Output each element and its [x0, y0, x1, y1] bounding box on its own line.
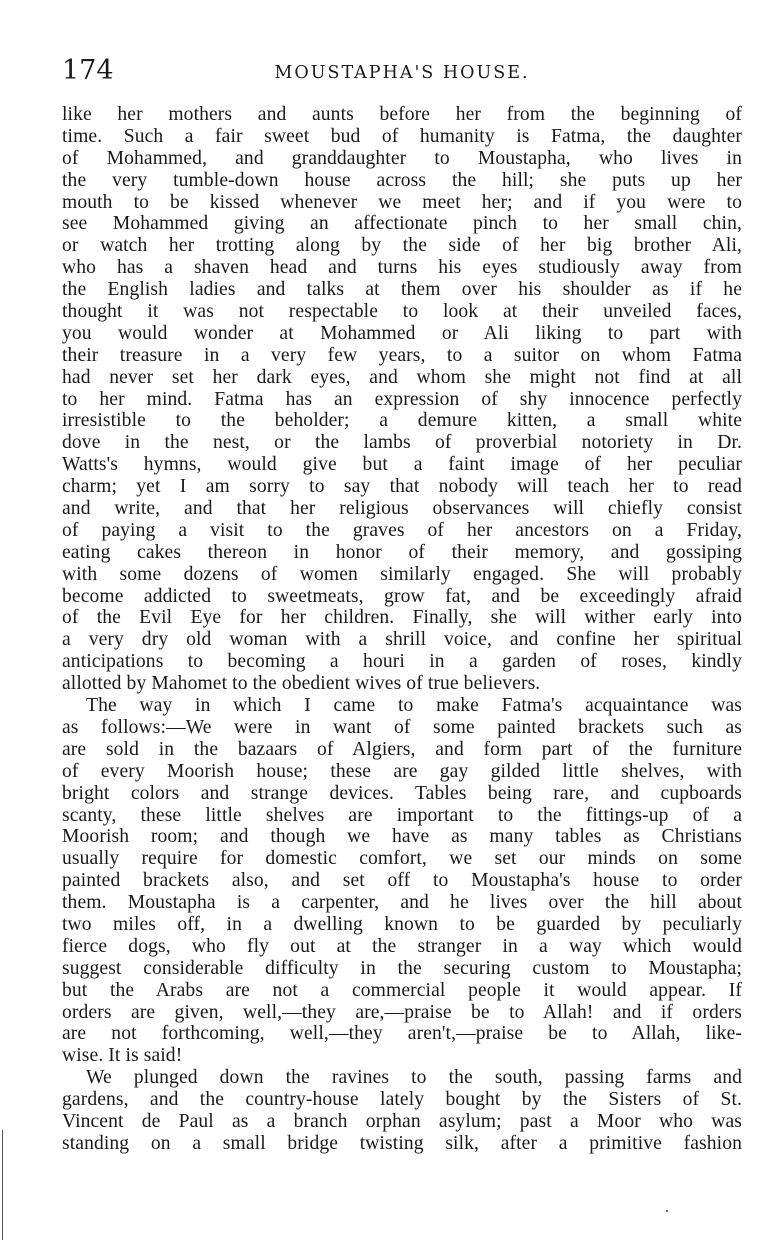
- text-line: Vincent de Paul as a branch orphan asylum; past a Moor who was: [62, 1110, 742, 1132]
- text-line: to her mind. Fatma has an expression of shy innocence perfectly: [62, 388, 742, 410]
- text-line: wise. It is said!: [62, 1045, 183, 1067]
- text-line: orders are given, well,—they are,—praise be to Allah! and if orders: [62, 1001, 742, 1023]
- text-line: time. Such a fair sweet bud of humanity is Fatma, the daughter: [62, 125, 742, 147]
- text-line: The way in which I came to make Fatma's acquaintance was: [86, 695, 742, 717]
- text-line: as follows:—We were in want of some painted brackets such as: [62, 716, 742, 738]
- text-line: see Mohammed giving an affectionate pinch to her small chin,: [62, 213, 742, 235]
- text-line: are sold in the bazaars of Algiers, and form part of the furniture: [62, 738, 742, 760]
- text-line: charm; yet I am sorry to say that nobody will teach her to read: [62, 476, 742, 498]
- paragraph-2: [62, 695, 742, 1067]
- text-line: scanty, these little shelves are important to the fittings-up of a: [62, 804, 742, 826]
- text-line: bright colors and strange devices. Tables being rare, and cupboards: [62, 782, 742, 804]
- text-line: the English ladies and talks at them over his shoulder as if he: [62, 279, 742, 301]
- text-line: We plunged down the ravines to the south, passing farms and: [86, 1067, 742, 1089]
- text-line: Watts's hymns, would give but a faint image of her peculiar: [62, 454, 742, 476]
- text-line: Moorish room; and though we have as many tables as Christians: [62, 826, 742, 848]
- text-line: anticipations to becoming a houri in a garden of roses, kindly: [62, 651, 742, 673]
- text-line: two miles off, in a dwelling known to be guarded by peculiarly: [62, 913, 742, 935]
- text-line: painted brackets also, and set off to Moustapha's house to order: [62, 870, 742, 892]
- text-line: eating cakes thereon in honor of their memory, and gossiping: [62, 541, 742, 563]
- text-line: had never set her dark eyes, and whom she might not find at all: [62, 366, 742, 388]
- text-line: with some dozens of women similarly engaged. She will probably: [62, 563, 742, 585]
- text-line: dove in the nest, or the lambs of proverbial notoriety in Dr.: [62, 432, 742, 454]
- print-speck: [666, 1210, 668, 1212]
- text-line: of every Moorish house; these are gay gilded little shelves, with: [62, 760, 742, 782]
- text-line: allotted by Mahomet to the obedient wives of true believers.: [62, 673, 541, 695]
- paragraph-3: [62, 1067, 742, 1155]
- margin-rule: [2, 1130, 3, 1240]
- page-header: [62, 54, 742, 88]
- text-line: but the Arabs are not a commercial people it would appear. If: [62, 979, 742, 1001]
- text-line: thought it was not respectable to look at their unveiled faces,: [62, 301, 742, 323]
- text-line: them. Moustapha is a carpenter, and he lives over the hill about: [62, 892, 742, 914]
- text-line: their treasure in a very few years, to a suitor on whom Fatma: [62, 344, 742, 366]
- body-text: [62, 104, 742, 1155]
- text-line: of the Evil Eye for her children. Finally, she will wither early into: [62, 607, 742, 629]
- text-line: of Mohammed, and granddaughter to Moustapha, who lives in: [62, 147, 742, 169]
- text-line: standing on a small bridge twisting silk, after a primitive fashion: [62, 1132, 742, 1154]
- paragraph-1: [62, 104, 742, 695]
- text-line: a very dry old woman with a shrill voice, and confine her spiritual: [62, 629, 742, 651]
- text-line: are not forthcoming, well,—they aren't,—praise be to Allah, like-: [62, 1023, 742, 1045]
- text-line: like her mothers and aunts before her from the beginning of: [62, 104, 742, 125]
- running-head: MOUSTAPHA'S HOUSE.: [274, 63, 530, 83]
- text-line: fierce dogs, who fly out at the stranger in a way which would: [62, 935, 742, 957]
- text-line: mouth to be kissed whenever we meet her; and if you were to: [62, 191, 742, 213]
- text-line: become addicted to sweetmeats, grow fat, and be exceedingly afraid: [62, 585, 742, 607]
- page-number: 174: [62, 55, 114, 86]
- text-line: irresistible to the beholder; a demure kitten, a small white: [62, 410, 742, 432]
- text-line: and write, and that her religious observances will chiefly consist: [62, 498, 742, 520]
- text-line: suggest considerable difficulty in the securing custom to Moustapha;: [62, 957, 742, 979]
- text-line: you would wonder at Mohammed or Ali liking to part with: [62, 322, 742, 344]
- text-line: of paying a visit to the graves of her ancestors on a Friday,: [62, 519, 742, 541]
- text-line: the very tumble-down house across the hill; she puts up her: [62, 169, 742, 191]
- text-line: or watch her trotting along by the side of her big brother Ali,: [62, 235, 742, 257]
- text-line: usually require for domestic comfort, we set our minds on some: [62, 848, 742, 870]
- text-line: gardens, and the country-house lately bought by the Sisters of St.: [62, 1089, 742, 1111]
- text-line: who has a shaven head and turns his eyes studiously away from: [62, 257, 742, 279]
